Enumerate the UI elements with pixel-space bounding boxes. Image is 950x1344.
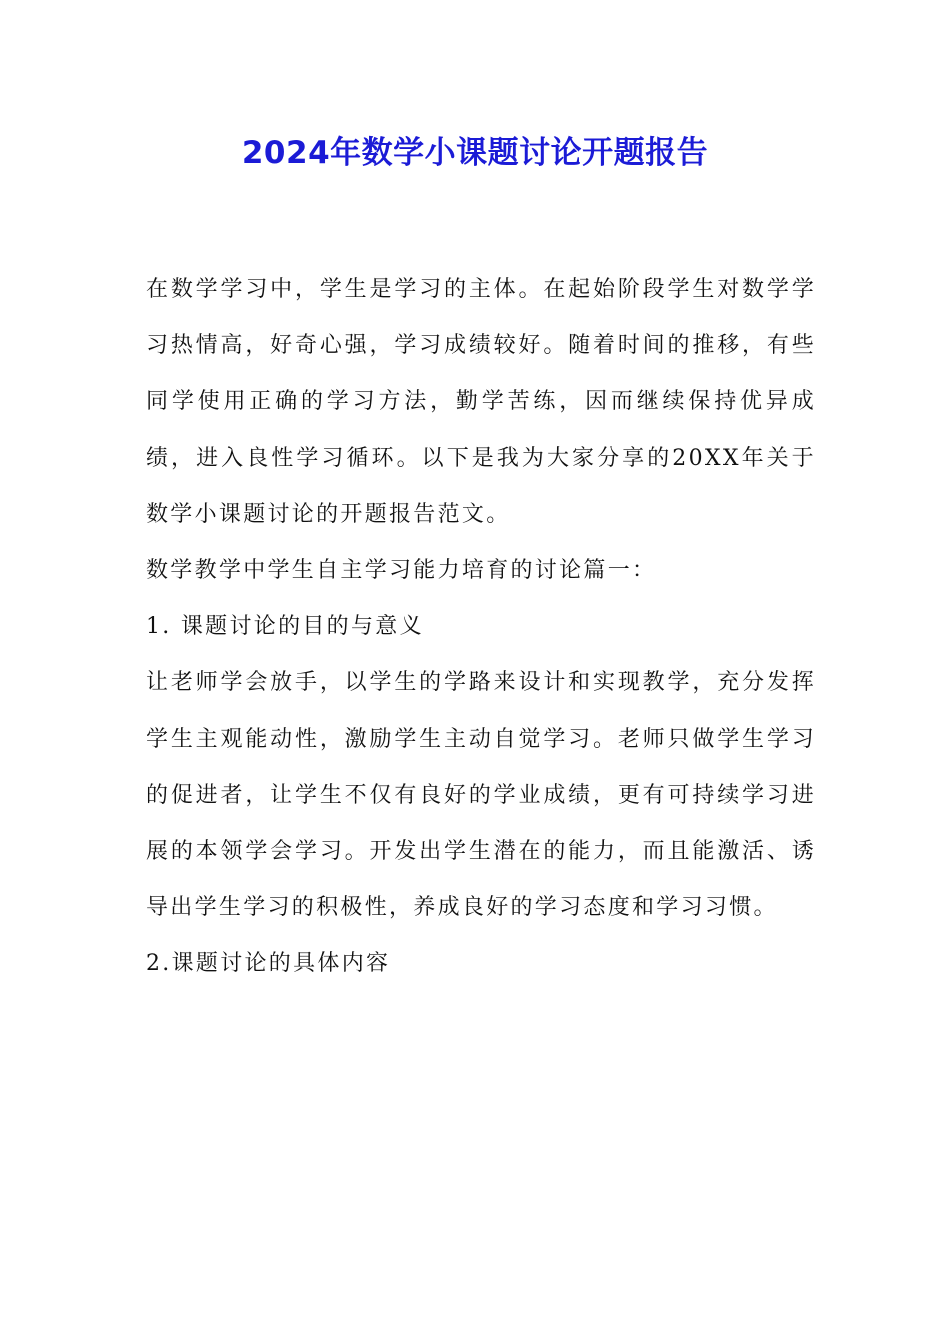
section-1-paragraph: 让老师学会放手，以学生的学路来设计和实现教学，充分发挥学生主观能动性，激励学生主动自觉学习。老师只做学生学习的促进者，让学生不仅有良好的学业成绩，更有可持续学习进展的本领学会学习。开发出学生潜在的能力，而且能激活、诱导出学生学习的积极性，养成良好的学习态度和学习习惯。 <box>146 670 816 921</box>
section-2-heading: 2.课题讨论的具体内容 <box>146 951 391 977</box>
section-intro-heading: 数学教学中学生自主学习能力培育的讨论篇一： <box>146 558 657 584</box>
section-1-heading: 1. 课题讨论的目的与意义 <box>146 614 424 640</box>
document-title: 2024年数学小课题讨论开题报告 <box>241 135 709 171</box>
document-body <box>146 262 816 993</box>
intro-paragraph: 在数学学习中，学生是学习的主体。在起始阶段学生对数学学习热情高，好奇心强，学习成绩较好。随着时间的推移，有些同学使用正确的学习方法，勤学苦练，因而继续保持优异成绩，进入良性学习循环。以下是我为大家分享的20XX年关于数学小课题讨论的开题报告范文。 <box>146 277 816 527</box>
